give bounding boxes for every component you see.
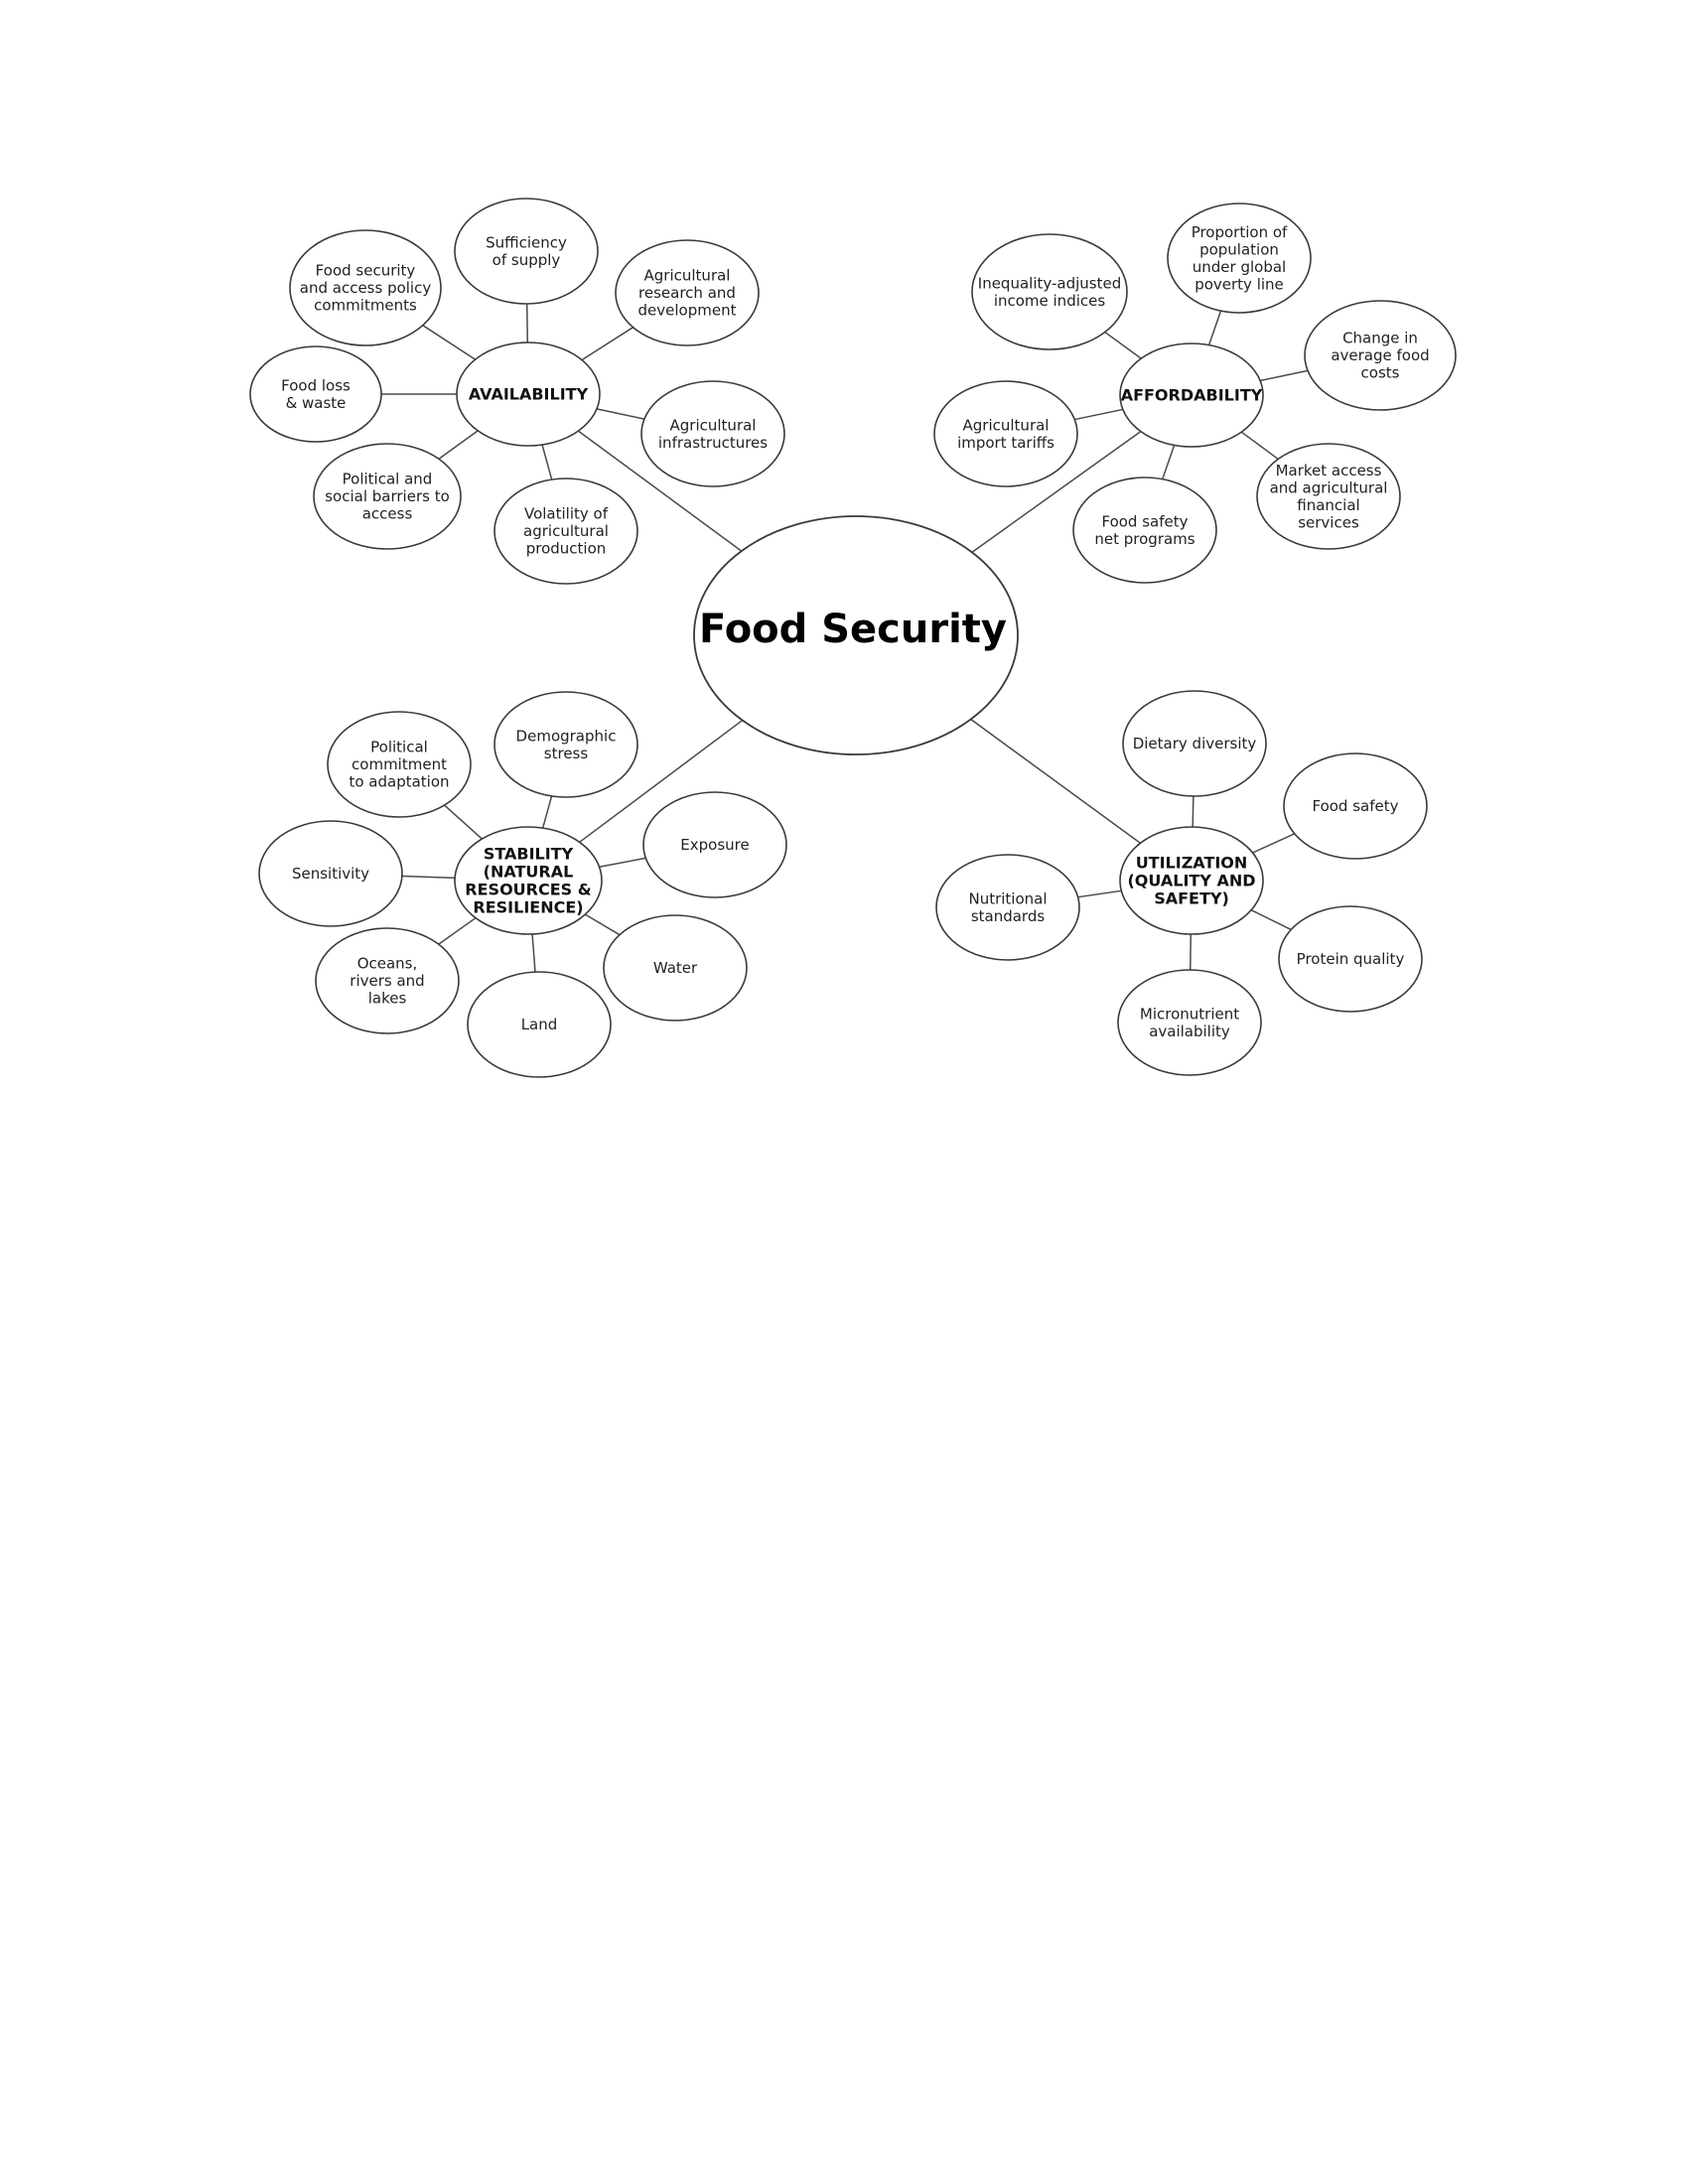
leaf-change-food-costs-label: costs — [1360, 363, 1400, 382]
hub-utilization — [1120, 827, 1263, 934]
diagram-title: Food Security — [699, 607, 1007, 652]
leaf-food-security-policy — [290, 230, 441, 345]
leaf-oceans-rivers-lakes-label: rivers and — [350, 972, 425, 990]
leaf-agricultural-rnd — [616, 240, 759, 345]
leaf-food-safety-net-label: Food safety — [1101, 512, 1189, 531]
leaf-nutritional-standards-label: standards — [970, 906, 1046, 925]
leaf-import-tariffs-label: Agricultural — [962, 416, 1050, 435]
leaf-demographic-stress — [494, 692, 637, 797]
leaf-volatility-agri-production — [494, 478, 637, 584]
leaf-political-social-barriers-label: access — [361, 504, 413, 523]
leaf-inequality-income-label: income indices — [993, 291, 1106, 310]
leaf-agricultural-rnd-label: research and — [638, 284, 736, 302]
connector-stability-demographic-stress — [543, 796, 552, 828]
connector-stability-political-commitment — [445, 805, 483, 839]
leaf-nutritional-standards — [936, 855, 1079, 960]
connector-availability-agricultural-infrastructures — [597, 409, 644, 419]
leaf-inequality-income — [972, 234, 1127, 349]
hub-availability-label: AVAILABILITY — [468, 384, 589, 404]
leaf-oceans-rivers-lakes-label: lakes — [367, 989, 407, 1008]
leaf-sufficiency-of-supply-label: Sufficiency — [486, 233, 567, 252]
hub-stability-label: STABILITY — [483, 844, 574, 864]
leaf-agricultural-rnd-label: development — [637, 301, 737, 320]
connector-availability-volatility-agri-production — [542, 445, 552, 479]
leaf-agricultural-rnd-label: Agricultural — [643, 266, 731, 285]
leaf-food-safety-net — [1073, 478, 1216, 583]
leaf-food-safety — [1284, 753, 1427, 859]
hub-availability — [457, 342, 600, 446]
connector-stability-exposure — [600, 858, 646, 867]
leaf-land — [468, 972, 611, 1077]
connector-affordability-inequality-income — [1105, 333, 1142, 359]
hub-stability — [455, 827, 602, 934]
leaf-change-food-costs — [1305, 301, 1456, 410]
connector-utilization-food-safety — [1253, 834, 1295, 853]
leaf-volatility-agri-production-label: Volatility of — [523, 504, 609, 523]
hub-utilization-label: SAFETY) — [1154, 888, 1229, 908]
leaf-micronutrient-availability-label: Micronutrient — [1139, 1005, 1240, 1024]
connector-utilization-protein-quality — [1251, 910, 1291, 930]
leaf-protein-quality — [1279, 906, 1422, 1012]
leaf-food-security-policy-label: Food security — [315, 261, 416, 280]
leaf-micronutrient-availability — [1118, 970, 1261, 1075]
hub-utilization-label: (QUALITY AND — [1127, 871, 1256, 890]
connector-availability-sufficiency-of-supply — [527, 304, 528, 342]
connector-utilization-micronutrient-availability — [1191, 934, 1192, 970]
leaf-land-label: Land — [520, 1016, 558, 1033]
leaf-political-commitment-label: Political — [370, 738, 428, 756]
leaf-volatility-agri-production-label: agricultural — [523, 522, 609, 540]
leaf-food-security-policy-label: and access policy — [299, 279, 432, 297]
leaf-change-food-costs-label: Change in — [1342, 329, 1418, 347]
leaf-agricultural-infrastructures-label: Agricultural — [669, 416, 757, 435]
hub-affordability — [1120, 343, 1263, 447]
leaf-agricultural-infrastructures — [641, 381, 784, 486]
leaf-market-access-label: Market access — [1275, 461, 1382, 479]
leaf-sensitivity-label: Sensitivity — [291, 865, 370, 883]
hub-utilization-label: UTILIZATION — [1135, 853, 1248, 873]
leaf-change-food-costs-label: average food — [1331, 346, 1430, 364]
leaf-dietary-diversity — [1123, 691, 1266, 796]
leaf-poverty-line — [1168, 204, 1311, 313]
connector-availability-political-social-barriers — [439, 431, 478, 459]
leaf-political-social-barriers — [314, 444, 461, 549]
leaf-import-tariffs-label: import tariffs — [957, 433, 1055, 452]
leaf-political-commitment — [328, 712, 471, 817]
connector-availability-agricultural-rnd — [582, 328, 633, 360]
leaf-poverty-line-label: poverty line — [1195, 275, 1284, 294]
connector-affordability-poverty-line — [1209, 311, 1221, 344]
leaf-food-loss-waste — [250, 346, 381, 442]
leaf-nutritional-standards-label: Nutritional — [968, 889, 1048, 908]
leaf-market-access — [1257, 444, 1400, 549]
leaf-political-commitment-label: commitment — [352, 755, 447, 773]
connector-utilization-dietary-diversity — [1193, 796, 1194, 827]
leaf-sufficiency-of-supply — [455, 199, 598, 304]
connector-affordability-food-safety-net — [1163, 445, 1175, 478]
leaf-political-social-barriers-label: Political and — [342, 470, 433, 488]
connector-center-utilization — [971, 720, 1141, 844]
connector-availability-food-security-policy — [423, 326, 476, 359]
leaf-import-tariffs — [934, 381, 1077, 486]
leaf-demographic-stress-label: Demographic — [515, 727, 617, 746]
leaf-food-loss-waste-label: Food loss — [281, 376, 351, 395]
hub-stability-label: (NATURAL — [483, 862, 574, 882]
connector-affordability-import-tariffs — [1074, 409, 1123, 419]
leaf-dietary-diversity-label: Dietary diversity — [1132, 735, 1257, 752]
leaf-exposure-label: Exposure — [680, 836, 750, 854]
connector-stability-land — [532, 934, 535, 972]
leaf-food-loss-waste-label: & waste — [285, 393, 347, 412]
center-node — [694, 516, 1018, 754]
leaf-sensitivity — [259, 821, 402, 926]
leaf-political-social-barriers-label: social barriers to — [325, 487, 450, 505]
connector-affordability-change-food-costs — [1260, 370, 1308, 380]
leaf-food-security-policy-label: commitments — [314, 296, 417, 315]
leaf-market-access-label: financial — [1297, 495, 1360, 514]
connector-stability-sensitivity — [402, 877, 455, 879]
leaf-market-access-label: and agricultural — [1269, 478, 1388, 497]
leaf-sufficiency-of-supply-label: of supply — [492, 250, 561, 269]
leaf-inequality-income-label: Inequality-adjusted — [977, 274, 1122, 293]
leaf-food-safety-label: Food safety — [1312, 797, 1399, 815]
connector-utilization-nutritional-standards — [1078, 890, 1122, 896]
connector-affordability-market-access — [1241, 432, 1278, 459]
leaf-volatility-agri-production-label: production — [525, 539, 607, 558]
leaf-agricultural-infrastructures-label: infrastructures — [657, 433, 769, 452]
leaf-oceans-rivers-lakes-label: Oceans, — [356, 954, 418, 973]
leaf-exposure — [643, 792, 786, 897]
leaf-demographic-stress-label: stress — [543, 744, 589, 762]
leaf-water-label: Water — [652, 959, 698, 977]
hub-affordability-label: AFFORDABILITY — [1120, 385, 1263, 405]
leaf-water — [604, 915, 747, 1021]
leaf-food-safety-net-label: net programs — [1094, 529, 1196, 548]
leaf-poverty-line-label: Proportion of — [1191, 222, 1288, 241]
leaf-protein-quality-label: Protein quality — [1296, 950, 1405, 968]
leaf-oceans-rivers-lakes — [316, 928, 459, 1033]
leaf-market-access-label: services — [1298, 513, 1359, 532]
connector-stability-oceans-rivers-lakes — [439, 918, 476, 944]
leaf-poverty-line-label: population — [1199, 240, 1279, 259]
connector-stability-water — [585, 914, 620, 935]
leaf-poverty-line-label: under global — [1192, 257, 1287, 276]
leaf-political-commitment-label: to adaptation — [349, 772, 450, 791]
hub-stability-label: RESOURCES & — [465, 880, 592, 899]
leaf-micronutrient-availability-label: availability — [1149, 1022, 1230, 1040]
hub-stability-label: RESILIENCE) — [473, 897, 584, 917]
